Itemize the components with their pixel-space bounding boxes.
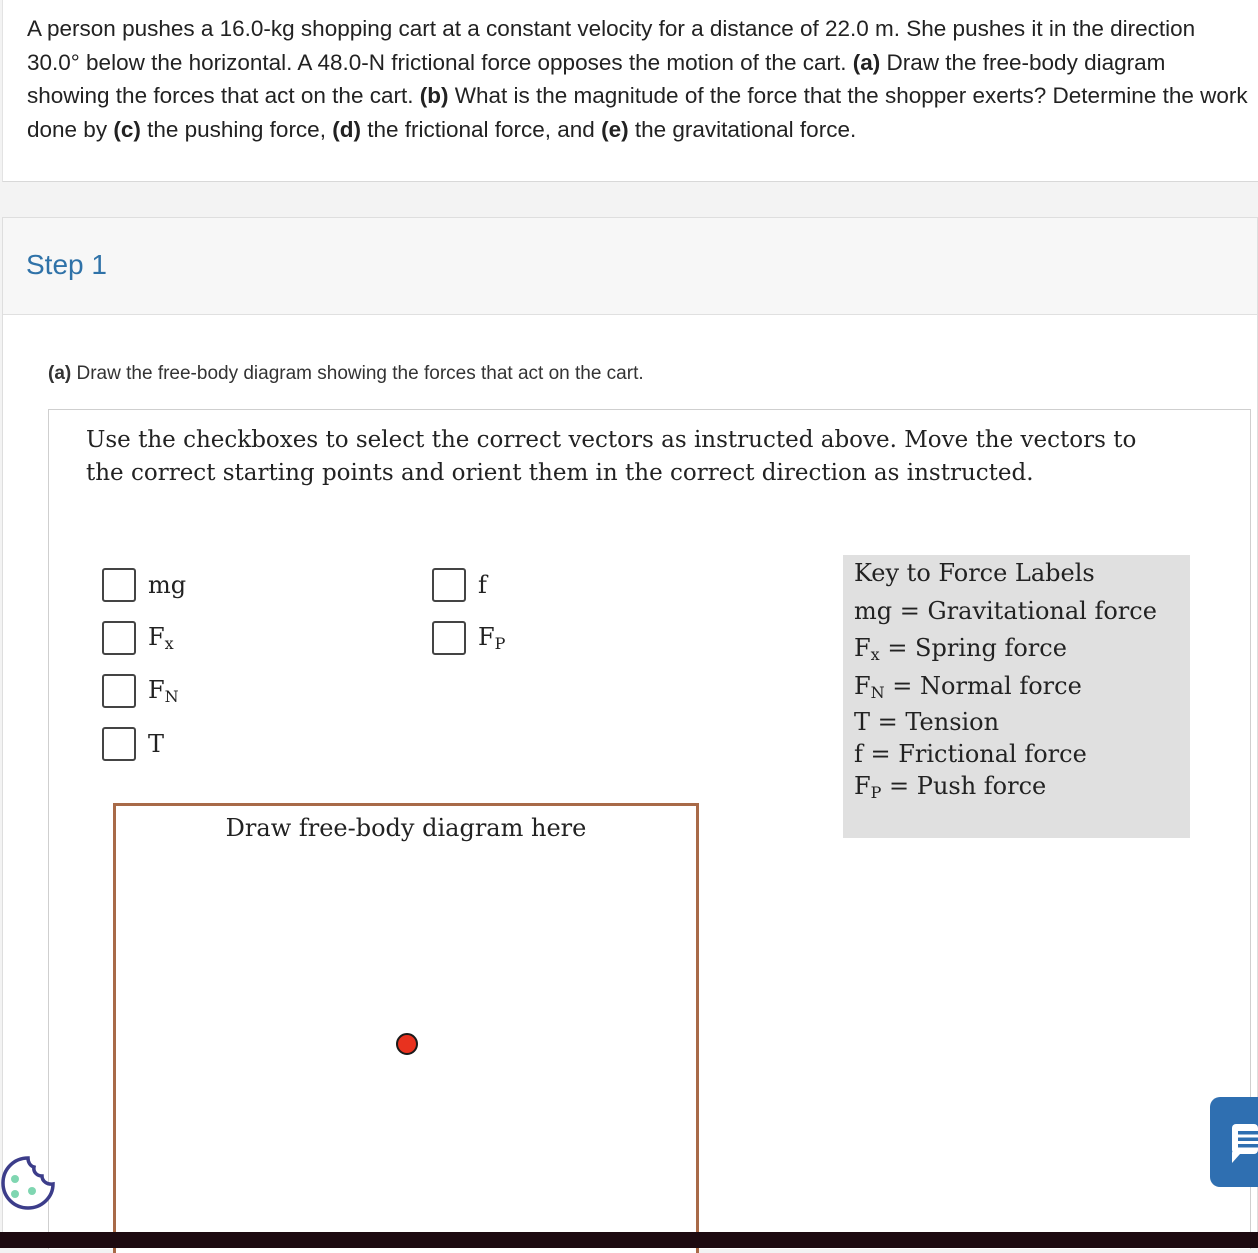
label-base: F [148, 623, 165, 651]
part-b-label: (b) [419, 83, 449, 108]
label-base: F [478, 623, 495, 651]
key-symbol: F [854, 634, 871, 662]
checkbox-label-fx [148, 623, 174, 653]
chat-icon[interactable] [1210, 1097, 1258, 1187]
step-card [2, 217, 1258, 1248]
part-c-label: (c) [113, 116, 141, 142]
problem-text-1: A person pushes a 16.0-kg shopping cart at a constant velocity for a distance of 22.0 m. She pushes it in the direction 30.0° below the horizontal. A 48.0-N frictional force opposes the motion of the cart. [27, 16, 1196, 75]
key-subscript: x [870, 645, 880, 664]
label-base: mg [148, 571, 187, 599]
label-sub: N [164, 687, 179, 706]
cart-center-point[interactable] [396, 1033, 418, 1055]
checkbox-label-fp [478, 623, 505, 653]
step-title: Step 1 [26, 249, 107, 280]
problem-text-2: Draw the free-body diagram showing the forces that act on the cart. [27, 49, 1166, 108]
free-body-widget [48, 409, 1251, 1249]
key-description: = Push force [881, 772, 1047, 800]
problem-text-6: the gravitational force. [628, 116, 857, 142]
part-a-label: (a) [852, 49, 881, 75]
checkbox-f[interactable] [432, 568, 466, 602]
checkbox-label-mg [148, 571, 186, 599]
label-base: f [478, 571, 487, 599]
checkbox-row-f[interactable] [432, 568, 487, 602]
key-title: Key to Force Labels [854, 559, 1095, 587]
prompt-text: Draw the free-body diagram showing the forces that act on the cart. [71, 363, 644, 384]
key-description: = Frictional force [862, 740, 1087, 768]
problem-text-3: What is the magnitude of the force that the shopper exerts? Determine the work done by [27, 83, 1248, 142]
key-symbol: F [854, 772, 871, 800]
label-base: F [148, 676, 165, 704]
checkbox-row-fx[interactable] [102, 621, 174, 655]
key-row-fx [854, 634, 1067, 664]
key-row-mg [854, 597, 1157, 625]
part-e-label: (e) [601, 116, 629, 142]
checkbox-fp[interactable] [432, 621, 466, 655]
problem-statement [27, 12, 1252, 146]
key-description: = Gravitational force [892, 597, 1157, 625]
step-header [3, 218, 1257, 315]
key-subscript: P [870, 783, 882, 802]
key-description: = Normal force [884, 672, 1082, 700]
part-d-label: (d) [332, 116, 361, 142]
problem-text-4: the pushing force, [140, 116, 333, 142]
label-sub: x [164, 634, 174, 653]
label-base: T [148, 730, 165, 758]
checkbox-row-t[interactable] [102, 727, 164, 761]
problem-card [2, 0, 1258, 182]
key-subscript: N [870, 683, 885, 702]
part-a-prompt [48, 363, 644, 385]
key-description: = Spring force [879, 634, 1067, 662]
checkbox-label-f [478, 571, 487, 599]
key-symbol: F [854, 672, 871, 700]
checkbox-mg[interactable] [102, 568, 136, 602]
key-symbol: mg [854, 597, 893, 625]
cookie-icon[interactable] [0, 1154, 58, 1214]
checkbox-label-fn [148, 676, 179, 706]
problem-text-5: the frictional force, and [360, 116, 602, 142]
label-sub: P [494, 634, 506, 653]
force-label-key [843, 555, 1190, 838]
checkbox-label-t [148, 730, 164, 758]
key-row-fn [854, 672, 1082, 702]
key-row-fp [854, 772, 1046, 802]
drawing-area-caption: Draw free-body diagram here [225, 814, 587, 842]
key-symbol: T [854, 708, 871, 736]
checkbox-t[interactable] [102, 727, 136, 761]
checkbox-row-fn[interactable] [102, 674, 179, 708]
prompt-part-label: (a) [48, 363, 72, 384]
checkbox-fx[interactable] [102, 621, 136, 655]
checkbox-row-fp[interactable] [432, 621, 505, 655]
bottom-bar [0, 1232, 1258, 1248]
widget-instructions: Use the checkboxes to select the correct vectors as instructed above. Move the vectors to the correct starting points and orient them in the correct direction as instructed. [86, 427, 1137, 486]
checkbox-row-mg[interactable] [102, 568, 186, 602]
checkbox-fn[interactable] [102, 674, 136, 708]
key-row-t [854, 708, 999, 736]
key-symbol: f [854, 740, 863, 768]
free-body-drawing-area[interactable] [113, 803, 699, 1253]
key-row-f [854, 740, 1087, 768]
key-description: = Tension [870, 708, 1000, 736]
